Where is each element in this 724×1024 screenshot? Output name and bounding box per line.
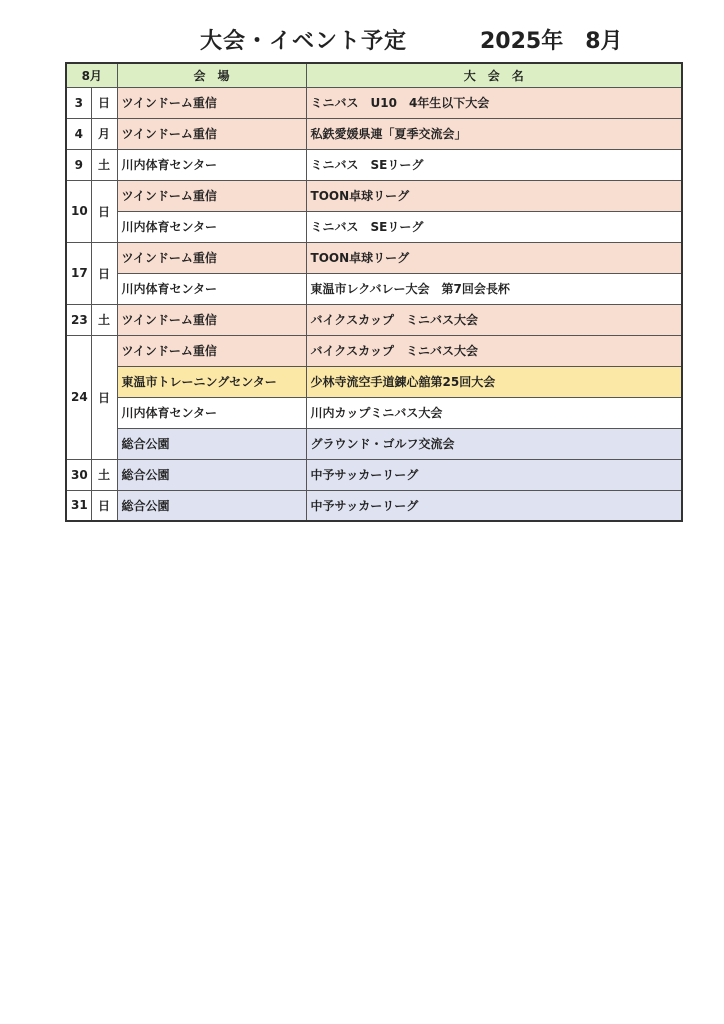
weekday-cell: 土 [91, 149, 117, 180]
venue-cell: 川内体育センター [117, 149, 306, 180]
event-cell: 中予サッカーリーグ [306, 459, 682, 490]
weekday-cell: 土 [91, 304, 117, 335]
table-row [66, 242, 682, 273]
event-cell: バイクスカップ ミニバス大会 [306, 304, 682, 335]
event-column-header: 大 会 名 [306, 63, 682, 87]
table-row [66, 149, 682, 180]
venue-cell: 総合公園 [117, 490, 306, 521]
table-header-row [66, 63, 682, 87]
day-cell: 31 [66, 490, 91, 521]
event-cell: ミニバス SEリーグ [306, 211, 682, 242]
venue-cell: ツインドーム重信 [117, 180, 306, 211]
venue-cell: 総合公園 [117, 459, 306, 490]
table-row [66, 180, 682, 211]
table-row [66, 459, 682, 490]
day-cell: 30 [66, 459, 91, 490]
weekday-cell: 日 [91, 87, 117, 118]
table-row [66, 118, 682, 149]
event-cell: TOON卓球リーグ [306, 242, 682, 273]
weekday-cell: 日 [91, 335, 117, 459]
schedule-body [66, 87, 682, 521]
table-row [66, 273, 682, 304]
schedule-year: 2025年 [480, 29, 564, 54]
day-cell: 4 [66, 118, 91, 149]
table-row [66, 428, 682, 459]
table-row [66, 335, 682, 366]
table-row [66, 490, 682, 521]
table-row [66, 211, 682, 242]
venue-cell: 川内体育センター [117, 211, 306, 242]
event-cell: 少林寺流空手道錬心舘第25回大会 [306, 366, 682, 397]
venue-cell: 総合公園 [117, 428, 306, 459]
weekday-cell: 日 [91, 242, 117, 304]
event-schedule-table [65, 62, 683, 522]
event-cell: 私鉄愛媛県連「夏季交流会」 [306, 118, 682, 149]
venue-cell: ツインドーム重信 [117, 87, 306, 118]
venue-cell: 川内体育センター [117, 273, 306, 304]
table-row [66, 366, 682, 397]
venue-cell: ツインドーム重信 [117, 118, 306, 149]
day-cell: 3 [66, 87, 91, 118]
weekday-cell: 月 [91, 118, 117, 149]
page-header [0, 24, 724, 58]
weekday-cell: 日 [91, 180, 117, 242]
event-cell: 東温市レクバレー大会 第7回会長杯 [306, 273, 682, 304]
event-cell: ミニバス U10 4年生以下大会 [306, 87, 682, 118]
weekday-cell: 日 [91, 490, 117, 521]
weekday-cell: 土 [91, 459, 117, 490]
schedule-period [480, 24, 623, 55]
venue-cell: ツインドーム重信 [117, 242, 306, 273]
schedule-month: 8月 [585, 29, 623, 54]
event-cell: グラウンド・ゴルフ交流会 [306, 428, 682, 459]
venue-cell: ツインドーム重信 [117, 335, 306, 366]
table-row [66, 87, 682, 118]
day-cell: 9 [66, 149, 91, 180]
event-cell: 中予サッカーリーグ [306, 490, 682, 521]
month-column-header: 8月 [66, 63, 117, 87]
event-cell: 川内カップミニバス大会 [306, 397, 682, 428]
event-cell: ミニバス SEリーグ [306, 149, 682, 180]
table-row [66, 304, 682, 335]
venue-cell: 川内体育センター [117, 397, 306, 428]
event-cell: バイクスカップ ミニバス大会 [306, 335, 682, 366]
page-title: 大会・イベント予定 [200, 29, 408, 54]
venue-cell: 東温市トレーニングセンター [117, 366, 306, 397]
day-cell: 24 [66, 335, 91, 459]
venue-column-header: 会 場 [117, 63, 306, 87]
table-row [66, 397, 682, 428]
day-cell: 23 [66, 304, 91, 335]
event-cell: TOON卓球リーグ [306, 180, 682, 211]
day-cell: 17 [66, 242, 91, 304]
venue-cell: ツインドーム重信 [117, 304, 306, 335]
day-cell: 10 [66, 180, 91, 242]
